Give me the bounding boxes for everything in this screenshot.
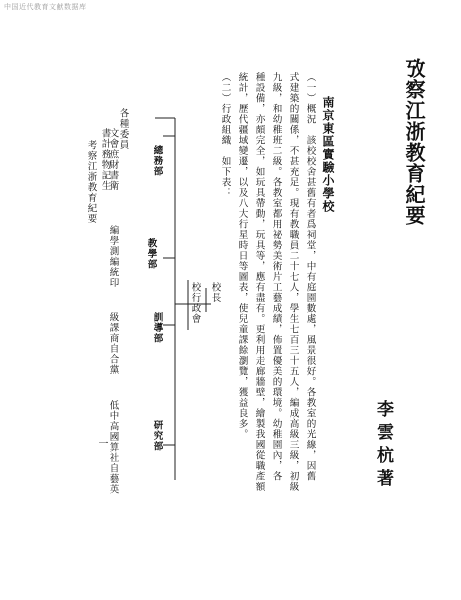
committee-research: 低中高國算社自藝英 — [107, 400, 119, 495]
page-number: 一 — [96, 438, 107, 448]
body-column-1: （一）概況 該校校舍甚舊有者爲祠堂，中有庭園數處，風景很好。各教室的光線，因舊 — [304, 72, 316, 482]
article-title: 攷察江浙教育紀要 — [402, 58, 426, 226]
school-heading: 南京東區實驗小學校 — [321, 96, 335, 213]
dept-research: 研究部 — [151, 420, 163, 452]
body-column-4: 種設備，亦頗完全，如玩具帶動，玩具等，應有盡有。更利用走廊牆壁，繪製我國從職產額 — [253, 72, 265, 492]
body-column-5: 統計，歷代疆域變遷，以及八大行星時日等圖表，使兒童課餘瀏覽，獲益良多。 — [236, 72, 248, 440]
body-column-2: 式建築的關係，不甚充足。現有教職員二十七人，學生七百三十五人，編成高級三級，初級 — [287, 72, 299, 492]
chart-root: 校長 — [209, 282, 221, 303]
dept-general-affairs: 總務部 — [151, 145, 163, 177]
running-title: 考察江浙教育紀要 — [85, 140, 97, 224]
author-name: 李雲杭著 — [373, 400, 393, 492]
dept-teaching: 教學部 — [145, 238, 157, 270]
body-column-3: 九級，和幼稚班二級。各教室都用祕勢美術片工藝成績，佈置優美的環境。幼稚園內，各 — [270, 72, 282, 482]
committee-guidance: 級課商自合黨 — [107, 312, 119, 375]
committee-row-1: 文會庶財書衛 — [107, 128, 119, 191]
committee-teaching: 編學測編統印 — [107, 225, 119, 288]
committee-general: 各種委員 — [117, 108, 129, 150]
committee-row-2: 書計務物記生 — [99, 128, 111, 191]
chart-council: 校行政會 — [189, 282, 201, 324]
dept-guidance: 訓導部 — [151, 312, 163, 344]
body-column-6: （二）行政組織 如下表： — [219, 72, 231, 198]
watermark: 中国近代教育文献数据库 — [4, 3, 87, 11]
